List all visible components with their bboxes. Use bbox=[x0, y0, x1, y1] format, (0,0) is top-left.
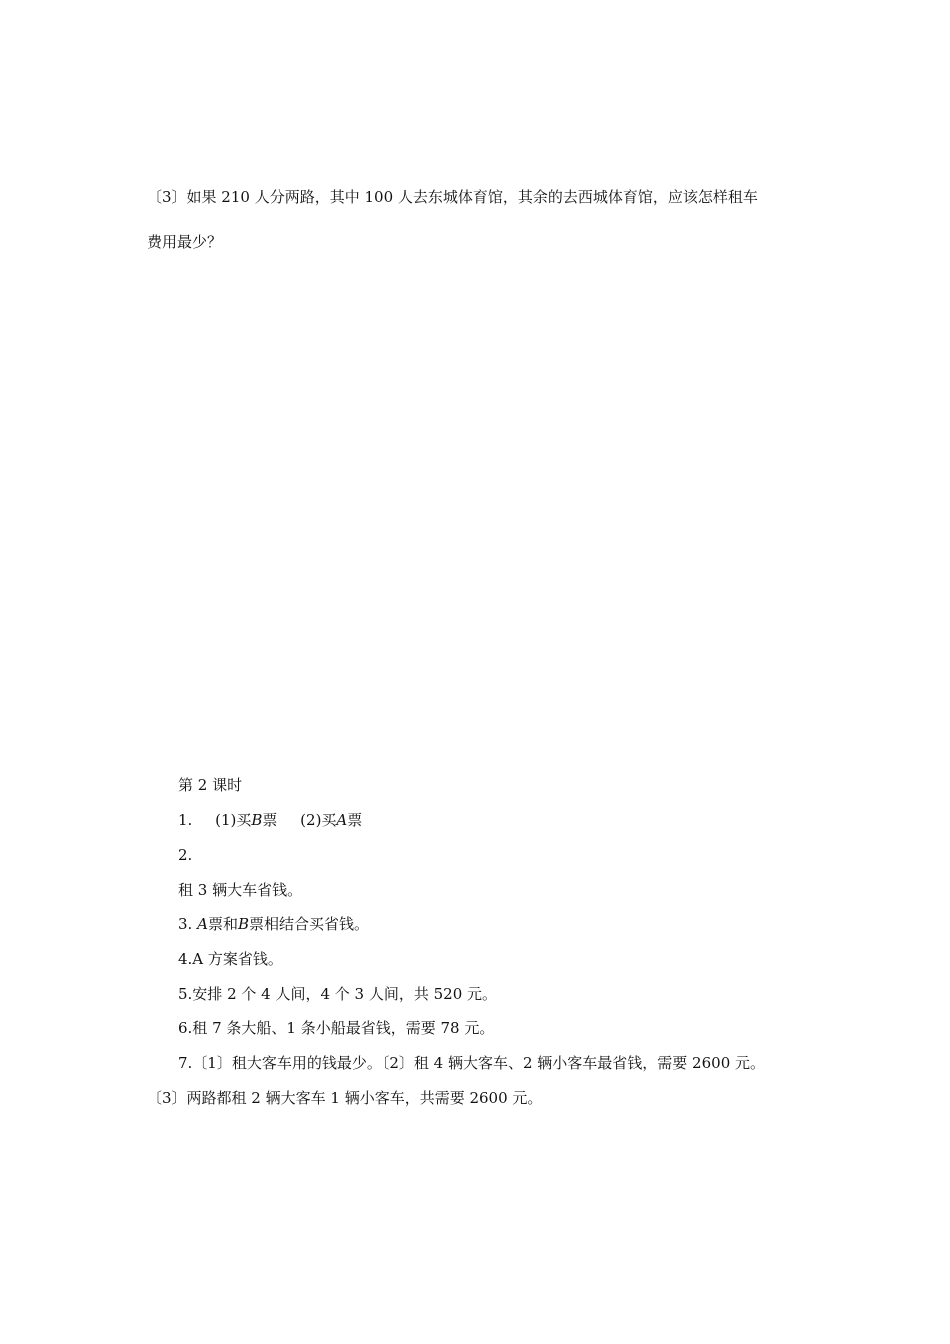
question-3-text-line1: 〔3〕如果 210 人分两路，其中 100 人去东城体育馆，其余的去西城体育馆，应该怎样租车 bbox=[147, 188, 758, 206]
answer-3-var-b: B bbox=[237, 915, 249, 933]
answer-3-mid: 票和 bbox=[207, 915, 238, 933]
answer-7-line2: 〔3〕两路都租 2 辆大客车 1 辆小客车，共需要 2600 元。 bbox=[147, 1089, 543, 1107]
answer-3-number: 3. bbox=[178, 915, 193, 933]
answer-2-number: 2. bbox=[178, 846, 193, 864]
question-3-text-line2: 费用最少？ bbox=[147, 233, 223, 251]
answer-1-part1-var: B bbox=[251, 811, 263, 829]
answer-1-number: 1. bbox=[178, 811, 193, 829]
answer-3-var-a: A bbox=[197, 915, 208, 933]
answer-5: 5.安排 2 个 4 人间，4 个 3 人间，共 520 元。 bbox=[178, 985, 498, 1003]
answers-title: 第 2 课时 bbox=[178, 776, 243, 794]
answer-4: 4.A 方案省钱。 bbox=[178, 950, 283, 968]
answer-1 bbox=[178, 810, 362, 830]
answer-1-part2-suffix: 票 bbox=[347, 811, 363, 829]
answer-1-part1-prefix: (1)买 bbox=[215, 811, 252, 829]
answer-3 bbox=[178, 914, 369, 934]
answer-1-part2-var: A bbox=[336, 811, 348, 829]
answer-7-line1: 7.〔1〕租大客车用的钱最少。〔2〕租 4 辆大客车、2 辆小客车最省钱，需要 2600 元。 bbox=[178, 1054, 766, 1072]
answer-1-part2-prefix: (2)买 bbox=[300, 811, 337, 829]
answer-2-text: 租 3 辆大车省钱。 bbox=[178, 881, 303, 899]
answer-6: 6.租 7 条大船、1 条小船最省钱，需要 78 元。 bbox=[178, 1019, 495, 1037]
answer-1-part1-suffix: 票 bbox=[262, 811, 278, 829]
answer-3-suffix: 票相结合买省钱。 bbox=[248, 915, 369, 933]
